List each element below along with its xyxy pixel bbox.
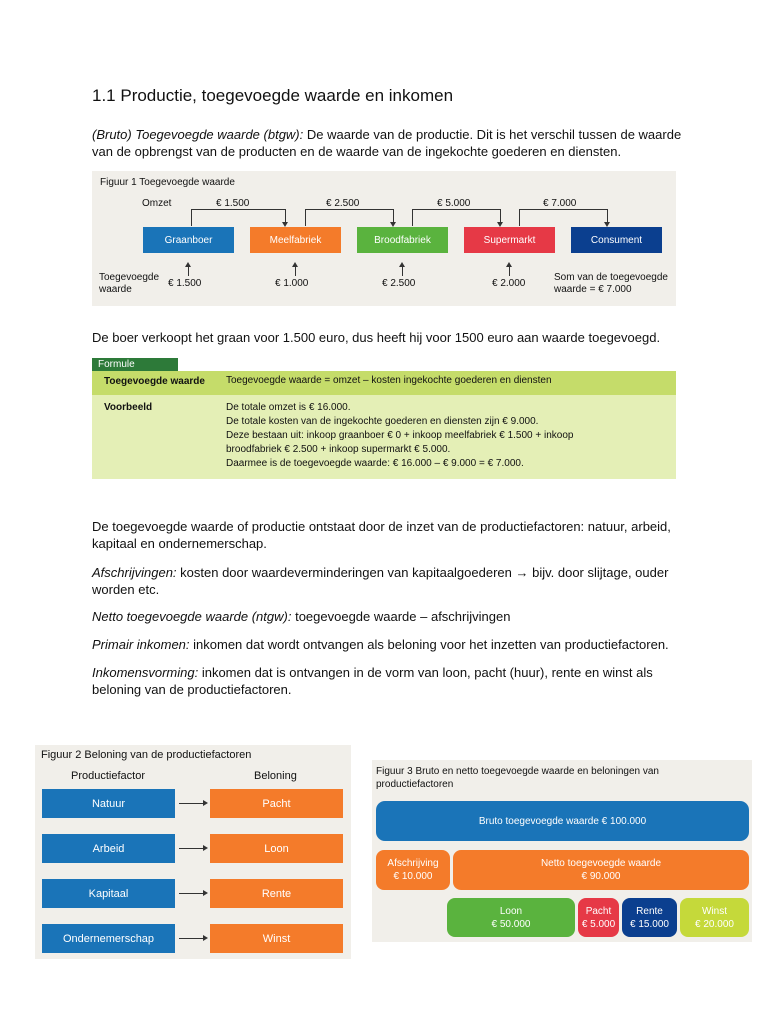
netto-value: € 90.000 xyxy=(581,871,621,882)
example-line: Daarmee is de toegevoegde waarde: € 16.000 – € 9.000 = € 7.000. xyxy=(226,458,524,469)
reward-winst: Winst xyxy=(210,924,343,953)
sentence-boer: De boer verkoopt het graan voor 1.500 euro, dus heeft hij voor 1500 euro aan waarde toegevoegd. xyxy=(92,330,661,345)
bar-loon xyxy=(447,898,575,937)
sum-label: Som van de toegevoegde waarde = € 7.000 xyxy=(554,272,668,295)
tw-value-4: € 2.000 xyxy=(492,278,526,289)
term-afschrijvingen: Afschrijvingen: xyxy=(92,565,177,580)
text-inkomensvorming: inkomen dat is ontvangen in de vorm van loon, pacht (huur), rente en winst als beloning van de productiefactoren. xyxy=(92,665,653,697)
formule-row-2 xyxy=(92,395,676,479)
factor-ondernemerschap: Ondernemerschap xyxy=(42,924,175,953)
definition-afschrijvingen xyxy=(92,564,692,598)
box-meelfabriek: Meelfabriek xyxy=(250,227,341,253)
bar-rente xyxy=(622,898,677,937)
formule-row-1 xyxy=(92,371,676,395)
pacht-value: € 5.000 xyxy=(581,918,616,930)
figure-3-caption: Figuur 3 Bruto en netto toegevoegde waarde en beloningen van productiefactoren xyxy=(376,766,659,790)
text-btgw: De waarde van de productie. Dit is het verschil tussen de waarde van de opbrengst van de producten en de waarde van de ingekochte goederen en diensten. xyxy=(92,127,682,159)
omzet-value-4: € 7.000 xyxy=(543,198,577,209)
definition-ntgw xyxy=(92,608,692,625)
example-line: Deze bestaan uit: inkoop graanboer € 0 + inkoop meelfabriek € 1.500 + inkoop xyxy=(226,430,574,441)
winst-label: Winst xyxy=(702,905,727,917)
tw-value-3: € 2.500 xyxy=(382,278,416,289)
loon-value: € 50.000 xyxy=(491,918,531,930)
bar-pacht xyxy=(578,898,619,937)
figure-2 xyxy=(35,745,351,959)
factor-arbeid: Arbeid xyxy=(42,834,175,863)
term-primair: Primair inkomen: xyxy=(92,637,190,652)
omzet-label: Omzet xyxy=(142,198,172,209)
example-line: De totale omzet is € 16.000. xyxy=(226,402,351,413)
definition-btgw xyxy=(92,126,692,160)
tw-value-2: € 1.000 xyxy=(275,278,309,289)
factor-natuur: Natuur xyxy=(42,789,175,818)
col-productiefactor: Productiefactor xyxy=(71,770,145,782)
figure-3 xyxy=(372,760,752,942)
omzet-value-2: € 2.500 xyxy=(326,198,360,209)
formule-label-2: Voorbeeld xyxy=(104,402,153,413)
term-inkomensvorming: Inkomensvorming: xyxy=(92,665,199,680)
term-btgw: (Bruto) Toegevoegde waarde (btgw): xyxy=(92,127,304,142)
figure-1-caption: Figuur 1 Toegevoegde waarde xyxy=(100,177,235,188)
definition-primair xyxy=(92,636,692,653)
reward-pacht: Pacht xyxy=(210,789,343,818)
factor-kapitaal: Kapitaal xyxy=(42,879,175,908)
winst-value: € 20.000 xyxy=(695,918,734,930)
formule-example xyxy=(226,401,666,471)
reward-loon: Loon xyxy=(210,834,343,863)
rente-label: Rente xyxy=(636,905,663,917)
pacht-label: Pacht xyxy=(585,905,612,917)
box-broodfabriek: Broodfabriek xyxy=(357,227,448,253)
bar-afschrijving xyxy=(376,850,450,890)
text-ntgw: toegevoegde waarde – afschrijvingen xyxy=(291,609,511,624)
omzet-value-3: € 5.000 xyxy=(437,198,471,209)
box-consument: Consument xyxy=(571,227,662,253)
bar-bruto xyxy=(376,801,749,841)
definition-inkomensvorming xyxy=(92,664,692,698)
example-line: De totale kosten van de ingekochte goederen en diensten zijn € 9.000. xyxy=(226,416,539,427)
example-line: broodfabriek € 2.500 + inkoop supermarkt € 5.000. xyxy=(226,444,451,455)
text-afschrijvingen: kosten door waardeverminderingen van kapitaalgoederen → bijv. door slijtage, ouder worden etc. xyxy=(92,565,669,597)
tw-label: Toegevoegde waarde xyxy=(99,272,160,295)
term-ntgw: Netto toegevoegde waarde (ntgw): xyxy=(92,609,292,624)
bar-netto xyxy=(453,850,749,890)
figure-2-caption: Figuur 2 Beloning van de productiefactoren xyxy=(41,749,252,761)
para-factoren: De toegevoegde waarde of productie ontstaat door de inzet van de productiefactoren: natuur, arbeid, kapitaal en ondernemerschap. xyxy=(92,519,671,551)
rente-value: € 15.000 xyxy=(630,918,669,930)
box-supermarkt: Supermarkt xyxy=(464,227,555,253)
bruto-label: Bruto toegevoegde waarde € 100.000 xyxy=(478,815,647,827)
reward-rente: Rente xyxy=(210,879,343,908)
netto-label: Netto toegevoegde waarde xyxy=(540,858,662,869)
afschrijving-label: Afschrijving xyxy=(387,858,439,869)
loon-label: Loon xyxy=(499,905,523,917)
text-primair: inkomen dat wordt ontvangen als beloning voor het inzetten van productiefactoren. xyxy=(189,637,669,652)
omzet-value-1: € 1.500 xyxy=(216,198,250,209)
box-graanboer: Graanboer xyxy=(143,227,234,253)
formule-label-1: Toegevoegde waarde xyxy=(104,376,205,387)
formule-text-1: Toegevoegde waarde = omzet – kosten ingekochte goederen en diensten xyxy=(226,375,552,386)
tw-value-1: € 1.500 xyxy=(168,278,202,289)
col-beloning: Beloning xyxy=(254,770,297,782)
bar-winst xyxy=(680,898,749,937)
figure-1 xyxy=(92,171,676,306)
formule-tag: Formule xyxy=(92,358,178,371)
afschrijving-value: € 10.000 xyxy=(393,871,433,882)
page-title: 1.1 Productie, toegevoegde waarde en inkomen xyxy=(92,86,454,105)
